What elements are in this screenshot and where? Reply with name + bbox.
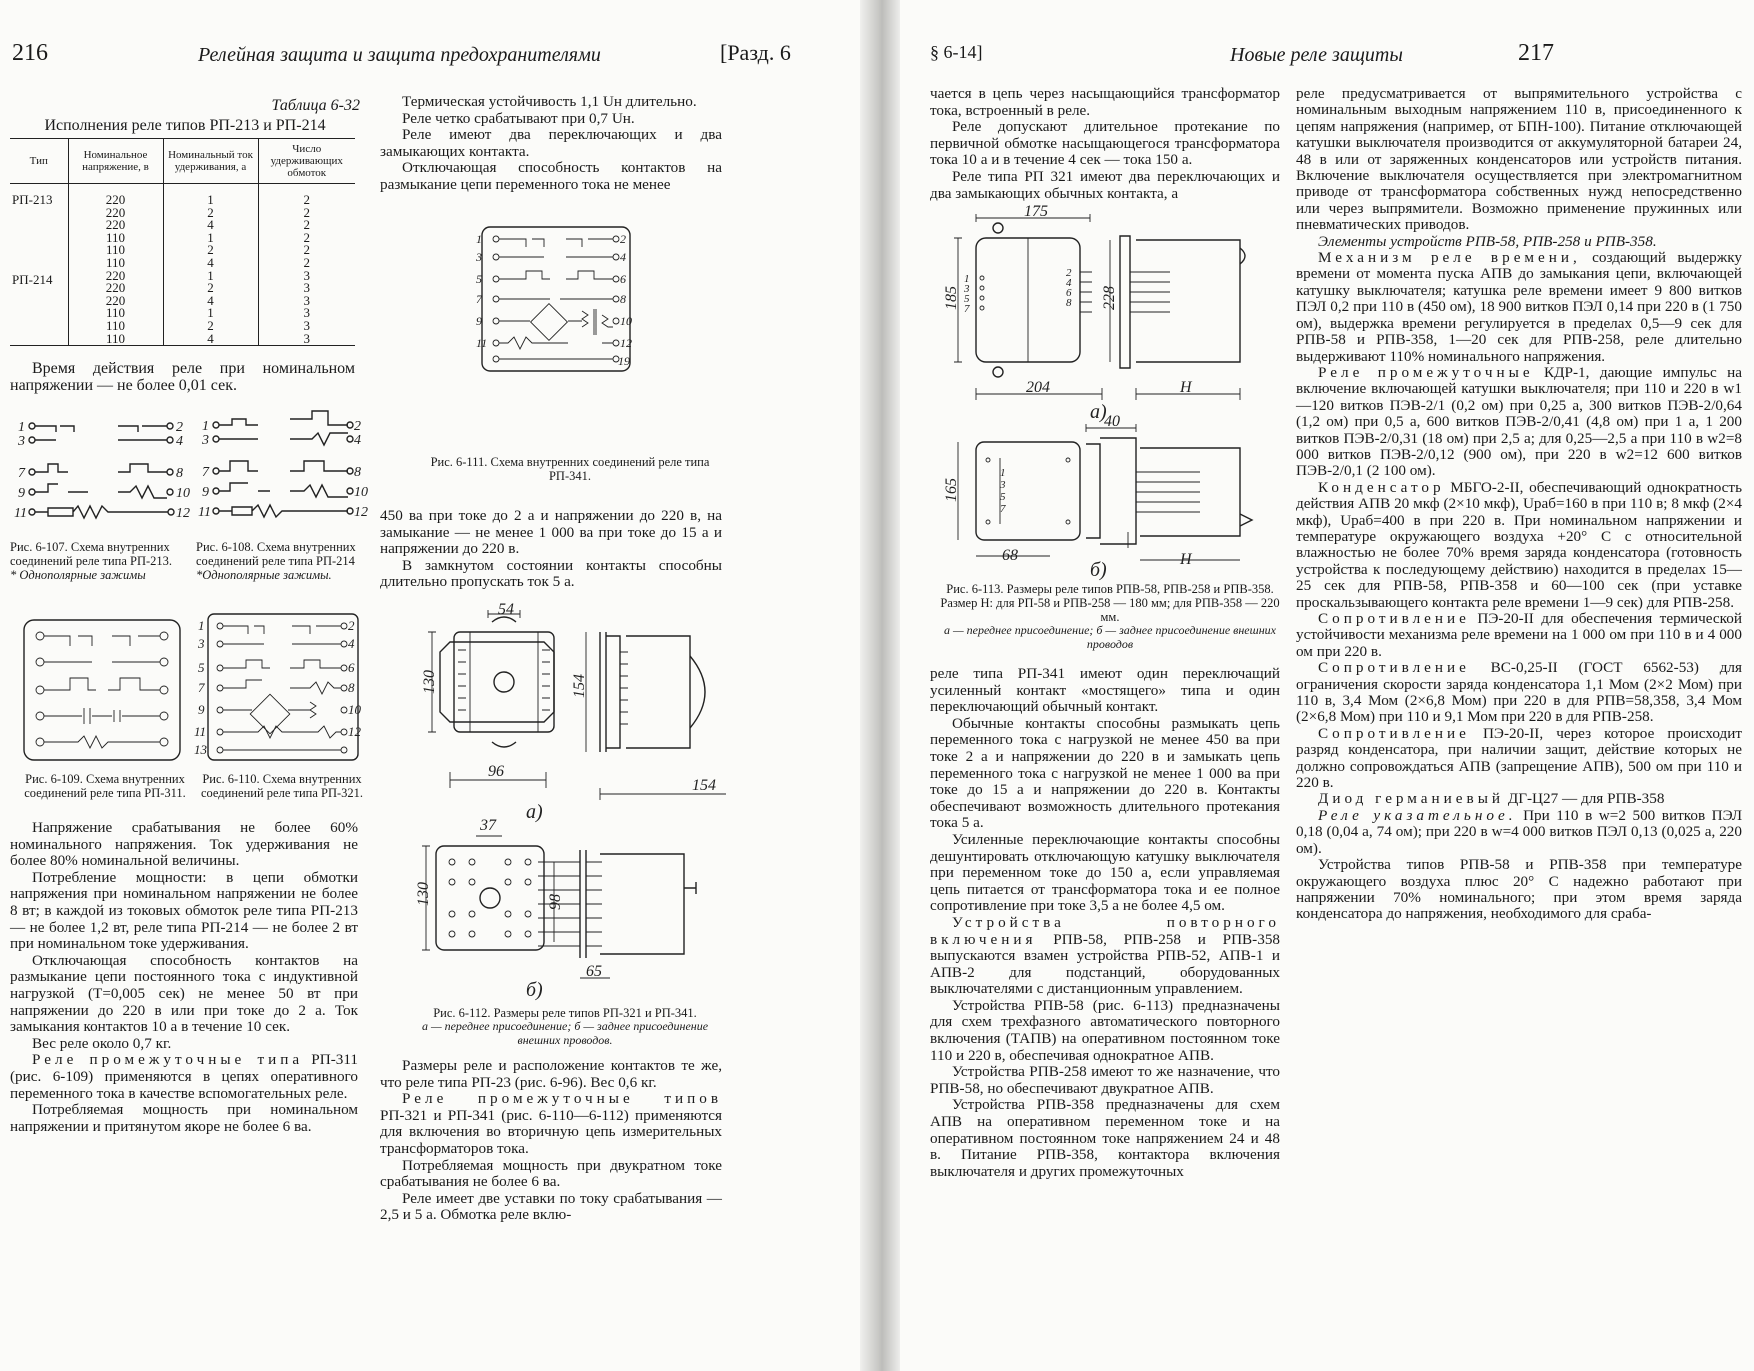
table-value: 1 [207, 229, 214, 245]
fig111-caption: Рис. 6-111. Схема внутренних соединений реле типа РП-341. [430, 455, 710, 483]
table-title: Исполнения реле типов РП-213 и РП-214 [44, 117, 326, 134]
page-number-left: 216 [12, 40, 48, 66]
dim-label: 154 [571, 674, 588, 698]
terminal-label: 4 [620, 250, 626, 264]
dim-label: 98 [547, 894, 564, 910]
table-cell-currents [163, 184, 258, 270]
terminal-label: 3 [18, 434, 25, 449]
table-cell-voltages [68, 184, 163, 270]
left-col2-bottom: Размеры реле и расположение контактов те же, что реле типа РП-23 (рис. 6-96). Вес 0,6 кг. Реле промежуточные типов РП-321 и РП-341 (рис. 6-110—6-112) применяются для включения во вторичную цепь измерительных трансформаторов тока. Потребляемая мощность при двукратном токе срабатывания не более 6 ва. Реле имеет две уставки по току срабатывания — 2,5 и 5 а. Обмотка реле вклю- [380, 1057, 722, 1224]
terminal-label: 9 [18, 486, 25, 501]
dim-label: 37 [480, 817, 496, 834]
terminal-label: 2 [1066, 267, 1072, 279]
table-header: Тип [10, 139, 68, 184]
terminal-label: 2 [620, 232, 626, 246]
table-value: 4 [207, 292, 214, 308]
table-value: 2 [303, 229, 310, 245]
terminal-label: 8 [348, 680, 355, 695]
dim-label: 185 [943, 286, 960, 310]
table-value: 2 [303, 204, 310, 220]
terminal-label: 3 [1000, 479, 1006, 491]
dim-label: 204 [1026, 379, 1050, 396]
left-col2-mid: 450 ва при токе до 2 а и напряжении до 220 в, на замыкание — не менее 1 000 ва при токе до 15 а и напряжении до 220 в. В замкнутом состоянии контакты способны длительно пропускать ток 5 а. [380, 507, 722, 591]
terminal-label: 10 [348, 702, 361, 717]
terminal-label: 1 [476, 232, 482, 246]
terminal-label: 3 [202, 433, 209, 448]
terminal-label: 19 [618, 354, 630, 368]
subfig-label: а) [526, 801, 543, 823]
table-value: 4 [207, 217, 214, 233]
left-col2-top: Термическая устойчивость 1,1 Uн длительно. Реле четко срабатывают при 0,7 Uн. Реле имеют два переключающих и два замыкающих контакта. Отключающая способность контактов на размыкание цепи переменного тока не менее [380, 93, 722, 193]
table-value: 110 [105, 242, 126, 258]
right-col1-top: чается в цепь через насыщающийся трансформатор тока, встроенный в реле. Реле допускают длительное протекание по первичной обмотке насыщающегося трансформатора тока 10 а и в течение 4 сек — тока 150 а. Реле типа РП 321 имеют два переключающих и два замыкающих обычных контакта, а [930, 85, 1280, 202]
right-page [900, 0, 1754, 1371]
right-header [900, 40, 1754, 74]
section-ref-left: [Разд. 6 [720, 40, 791, 65]
table-value: 110 [105, 305, 126, 321]
fig108-caption: Рис. 6-108. Схема внутренних соединений реле типа РП-214 *Однополярные зажимы. [196, 540, 356, 582]
terminal-label: 5 [964, 293, 970, 305]
table-header: Число удерживающих обмоток [258, 139, 355, 184]
terminal-label: 7 [198, 680, 205, 695]
terminal-label: 7 [1000, 503, 1006, 515]
terminal-label: 9 [198, 702, 205, 717]
terminal-label: 8 [1066, 297, 1072, 309]
table-value: 2 [303, 254, 310, 270]
table-value: 1 [207, 305, 214, 321]
subfig-label: б) [526, 979, 543, 1001]
table-value: 2 [207, 242, 214, 258]
left-header [0, 40, 860, 74]
section-ref-right: § 6-14] [930, 42, 983, 62]
terminal-label: 7 [18, 466, 25, 481]
terminal-label: 11 [194, 724, 207, 739]
terminal-label: 12 [620, 336, 632, 350]
terminal-label: 7 [476, 292, 482, 306]
terminal-label: 12 [176, 506, 190, 521]
dim-label: 130 [421, 670, 438, 694]
table-cell-windings [258, 184, 355, 270]
table-header: Номинальное напряжение, в [68, 139, 163, 184]
dim-label: H [1180, 551, 1192, 568]
figure-6-108 [198, 405, 368, 530]
figure-6-107 [14, 412, 190, 532]
table-value: 3 [303, 280, 310, 296]
table-cell-currents [163, 267, 258, 346]
fig113-caption: Рис. 6-113. Размеры реле типов РПВ-58, РПВ-258 и РПВ-358. Размер H: для РП-58 и РПВ-258 — 180 мм; для РПВ-358 — 220 мм. а — переднее присоединение; б — заднее присоединение внешних проводов [940, 582, 1280, 651]
table-value: 3 [303, 292, 310, 308]
table-cell-voltages [68, 267, 163, 346]
dim-label: 165 [943, 478, 960, 502]
dim-label: 130 [415, 882, 432, 906]
dim-label: 68 [1002, 547, 1018, 564]
figure-6-110 [194, 612, 366, 764]
terminal-label: 10 [354, 485, 368, 500]
terminal-label: 4 [1066, 277, 1072, 289]
table-value: 220 [105, 267, 126, 283]
figure-6-109 [22, 618, 182, 763]
terminal-label: 5 [476, 272, 482, 286]
table-value: 3 [303, 267, 310, 283]
terminal-label: 10 [620, 314, 632, 328]
table-value: 110 [105, 330, 126, 346]
subfig-label: б) [1090, 559, 1107, 581]
table-6-32 [10, 138, 355, 346]
table-value: 220 [105, 280, 126, 296]
table-value: 110 [105, 254, 126, 270]
dim-label: 40 [1104, 413, 1120, 430]
table-cell-type: РП-214 [10, 270, 68, 346]
figure-6-111 [478, 225, 634, 375]
dim-label: 65 [586, 963, 602, 980]
table-row [10, 270, 355, 346]
table-value: 2 [207, 317, 214, 333]
terminal-label: 6 [348, 660, 355, 675]
table-value: 1 [207, 192, 214, 207]
terminal-label: 1 [198, 618, 205, 633]
table-value: 3 [303, 317, 310, 333]
table-value: 4 [207, 254, 214, 270]
terminal-label: 6 [620, 272, 626, 286]
book-gutter [860, 0, 900, 1371]
terminal-label: 9 [476, 314, 482, 328]
table-value: 1 [207, 267, 214, 283]
table-value: 2 [207, 204, 214, 220]
right-col1-mid: реле типа РП-341 имеют один переключащий усиленный контакт «мостящего» типа и один переключающий обычный контакт. Обычные контакты способны размыкать цепь переменного тока с нагрузкой не менее 450 ва при токе 2 а и напряжении до 220 в и замыкать цепь переменного тока с нагрузкой не менее 1 000 ва при токе до 15 а и напряжении до 220 в. Контакты обеспечивают возможность длительного протекания тока 5 а. Усиленные переключающие контакты способны дешунтировать отключающую катушку выключателя при переменном токе до 150 а, если управляемая цепь питается от трансформатора тока и ее полное сопротивление при токе 3,5 а не более 4,5 ом. Устройства повторного включения РПВ-58, РПВ-258 и РПВ-358 выпускаются взамен устройства РПВ-52, АПВ-1 и АПВ-2 для подстанций, оборудованных выключателями с дистанционным управлением. Устройства РПВ-58 (рис. 6-113) предназначены для схем трехфазного автоматического повторного включения (ТАПВ) на оперативном постоянном токе 110 и 220 в, обеспечивая однократное АПВ. Устройства РПВ-258 имеют то же назначение, что РПВ-58, но обеспечивают двукратное АПВ. Устройства РПВ-358 предназначены для схем АПВ на оперативном переменном токе и на оперативном постоянном токе напряжением 24 и 48 в. Питание РПВ-358, контактора включения выключателя и других промежуточных [930, 665, 1281, 1180]
page-number-right: 217 [1518, 40, 1554, 66]
left-page [0, 0, 860, 1371]
dim-label: 54 [498, 601, 514, 618]
table-value: 3 [303, 330, 310, 346]
fig110-caption: Рис. 6-110. Схема внутренних соединений реле типа РП-321. [200, 772, 364, 800]
running-title-left: Релейная защита и защита предохранителями [198, 44, 601, 66]
running-title-right: Новые реле защиты [1230, 44, 1403, 66]
table-value: 110 [105, 229, 126, 245]
table-value: 220 [105, 292, 126, 308]
table-value: 220 [105, 192, 126, 207]
table-value: 2 [207, 280, 214, 296]
table-value: 4 [207, 330, 214, 346]
table-label: Таблица 6-32 [271, 97, 360, 114]
table-value: 220 [105, 204, 126, 220]
terminal-label: 11 [198, 505, 211, 520]
dim-label: 175 [1024, 203, 1048, 220]
subfig-label: а) [1090, 401, 1107, 423]
figure-6-113a [940, 203, 1280, 423]
terminal-label: 5 [1000, 491, 1006, 503]
terminal-label: 3 [964, 283, 970, 295]
dim-label: 154 [692, 777, 716, 794]
table-row [10, 184, 355, 270]
table-value: 220 [105, 217, 126, 233]
terminal-label: 4 [354, 433, 361, 448]
terminal-label: 12 [354, 505, 368, 520]
figure-6-113b [940, 413, 1280, 581]
table-cell-type: РП-213 [12, 192, 53, 207]
terminal-label: 3 [476, 250, 482, 264]
fig109-caption: Рис. 6-109. Схема внутренних соединений реле типа РП-311. [24, 772, 186, 800]
terminal-label: 9 [202, 485, 209, 500]
dim-label: 96 [488, 763, 504, 780]
dim-label: H [1180, 379, 1192, 396]
terminal-label: 11 [14, 506, 27, 521]
terminal-label: 11 [476, 336, 488, 350]
terminal-label: 1 [964, 273, 970, 285]
terminal-label: 5 [198, 660, 205, 675]
table-value: 2 [303, 217, 310, 233]
table-value: 2 [303, 242, 310, 258]
terminal-label: 2 [176, 420, 183, 435]
terminal-label: 7 [964, 303, 970, 315]
dim-label: 228 [1101, 286, 1118, 310]
left-col1-text: Напряжение срабатывания не более 60% номинального напряжения. Ток удерживания не более 80% номинальной величины. Потребление мощности: в цепи обмотки напряжения при номинальном напряжении не более 8 вт; в каждой из токовых обмоток реле типа РП-213 — не более 1,2 вт, реле типа РП-214 — не более 2 вт при номинальном токе удерживания. Отключающая способность контактов на размыкание цепи постоянного тока с индуктивной нагрузкой (T=0,005 сек) не менее 50 вт при напряжении до 220 в или при токе до 2 а. Ток замыкания контактов 10 а в течение 10 сек. Вес реле около 0,7 кг. Реле промежуточные типа РП-311 (рис. 6-109) применяются в цепях оперативного переменного тока в качестве вспомогательных реле. Потребляемая мощность при номинальном напряжении и притянутом якоре не более 6 ва. [10, 819, 358, 1135]
fig107-caption: Рис. 6-107. Схема внутренних соединений реле типа РП-213. * Однополярные зажимы [10, 540, 173, 582]
terminal-label: 4 [176, 434, 183, 449]
terminal-label: 6 [1066, 287, 1072, 299]
table-value: 110 [105, 317, 126, 333]
terminal-label: 4 [348, 636, 355, 651]
fig112-caption: Рис. 6-112. Размеры реле типов РП-321 и РП-341. а — переднее присоединение; б — заднее присоединение внешних проводов. [421, 1006, 709, 1047]
terminal-label: 8 [620, 292, 626, 306]
terminal-label: 1 [202, 419, 209, 434]
terminal-label: 8 [176, 466, 183, 481]
figure-6-112a [421, 601, 730, 823]
terminal-label: 8 [354, 465, 361, 480]
terminal-label: 2 [354, 419, 361, 434]
table-value: 3 [303, 305, 310, 321]
terminal-label: 3 [198, 636, 205, 651]
terminal-label: 7 [202, 465, 209, 480]
table-header: Номинальный ток удерживания, а [163, 139, 258, 184]
table-cell-windings [258, 267, 355, 346]
terminal-label: 13 [194, 742, 207, 757]
terminal-label: 10 [176, 486, 190, 501]
figure-6-112b [415, 817, 730, 1002]
table-value: 2 [303, 192, 310, 207]
terminal-label: 1 [18, 420, 25, 435]
para-action-time: Время действия реле при номинальном напряжении — не более 0,01 сек. [10, 360, 355, 394]
terminal-label: 1 [1000, 467, 1006, 479]
terminal-label: 12 [348, 724, 361, 739]
terminal-label: 2 [348, 618, 355, 633]
right-col2: реле предусматривается от выпрямительного устройства с номинальным выходным напряжением 110 в, присоединенного к цепям напряжения (например, от БПН-100). Питание отключающей катушки выключателя производится от аккумуляторной батареи 24, 48 в или от заряженных конденсаторов или устройств питания. Включение выключателя осуществляется при электромагнитном приводе от трансформатора собственных нужд непосредственно или через выпрямители. Возможно применение пружинных или пневматических приводов. Элементы устройств РПВ-58, РПВ-258 и РПВ-358. Механизм реле времени, создающий выдержку времени от момента пуска АПВ до замыкания цепи, включающей катушку выключателя; катушка реле времени имеет 9 800 витков ПЭЛ 0,2 при 110 в (450 ом), 18 900 витков ПЭЛ 0,14 при 220 в (1 750 ом), выдержка времени регулируется в пределах 0,5—9 сек для РПВ-58 и РПВ-358, 1—20 сек для РПВ-258, реле длительно выдерживают 110% номинального напряжения. Реле промежуточные КДР-1, дающие импульс на включение включающей катушки выключателя; при 110 и 220 в w1—120 витков ПЭВ-2/1 (0,2 ом) при 0,25 а, 300 витков ПЭВ-2/0,64 (1,2 ом) при 0,5 а, 600 витков ПЭВ-2/0,41 (4,8 ом) при 1 а, 1 200 витков ПЭВ-2/0,31 (18 ом) при 2,5 а; для 0,25—2,5 а при 110 в w2=8 000 витков ПЭВ-2/0,12 (900 ом), при 220 в w2=12 600 витков ПЭВ-2/0,1 (2 100 ом). Конденсатор МБГО-2-II, обеспечивающий однократность действия АПВ 20 мкф (2×10 мкф), Uраб=160 в при 110 в; 8 мкф (2×4 мкф), Uраб=400 в при 220 в. При номинальном напряжении и температуре окружающего воздуха +20° С с относительной влажностью не более 70% время заряда конденсатора (готовность устройства к последующему действию) находится в пределах 15—25 сек для РПВ-58, РПВ-358 и 60—100 сек (при уставке проскальзывающего контакта реле времени 1—9 сек) для РПВ-258. Сопротивление ПЭ-20-II для обеспечения термической устойчивости механизма реле времени на 1 000 ом при 110 в и 4 000 ом при 220 в. Сопротивление ВС-0,25-II (ГОСТ 6562-53) для ограничения скорости заряда конденсатора 1,1 Мом (2×2 Мом) при 110 в, 3,4 Мом (2×6,8 Мом) при 220 в для РПВ=58,358, 3,4 Мом (2×6,8 Мом) при 110 и 9,1 Мом при 220 в для РПВ-258. Сопротивление ПЭ-20-II, через которое происходит разряд конденсатора, при наличии защит, действие которых не должно сопровождаться АПВ (запрещение АПВ), 500 ом при 110 и 220 в. Диод германиевый ДГ-Ц27 — для РПВ-358 Реле указательное. При 110 в w=2 500 витков ПЭЛ 0,18 (0,04 а, 74 ом); при 220 в w=4 000 витков ПЭЛ 0,13 (0,025 а, 220 ом). Устройства типов РПВ-58 и РПВ-358 при температуре окружающего воздуха плюс 20° С надежно работают при напряжении 70% номинального; при этом время заряда конденсатора до напряжения, необходимого для сраба- [1296, 85, 1743, 923]
